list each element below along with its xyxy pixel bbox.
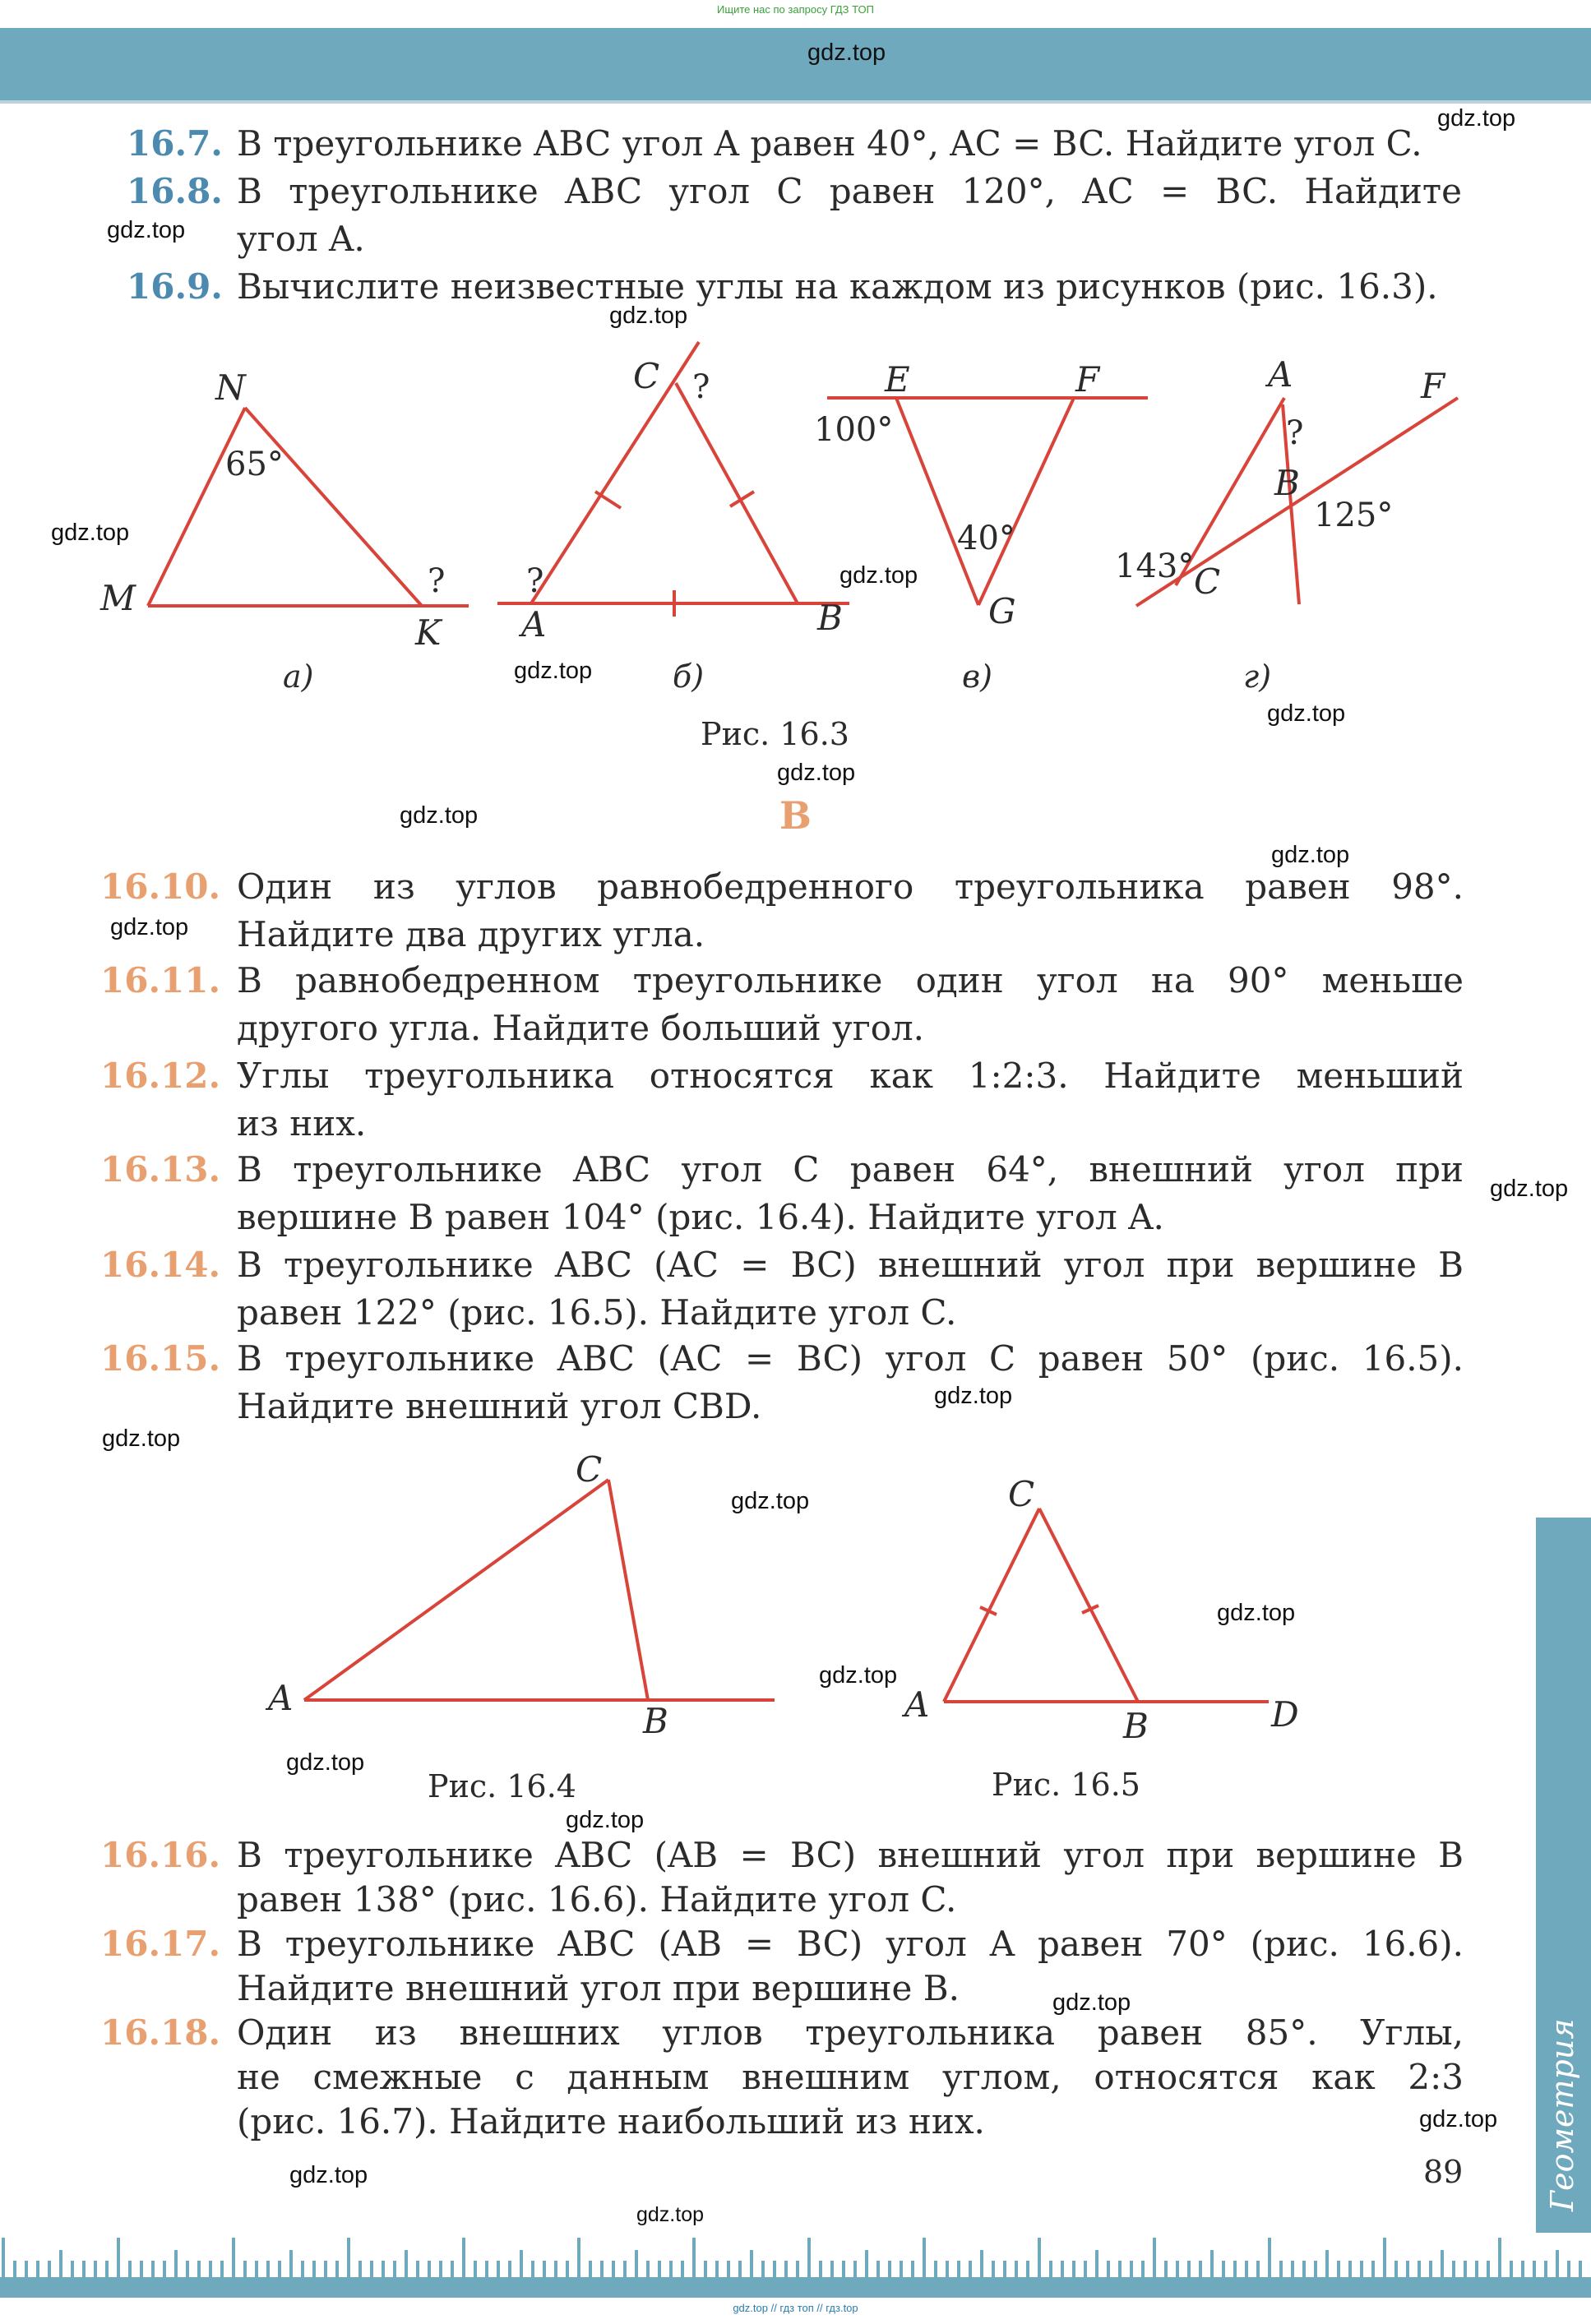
watermark: gdz.top <box>731 1488 810 1514</box>
watermark: gdz.top <box>609 303 688 329</box>
ruler-decoration <box>0 2220 1591 2298</box>
watermark: gdz.top <box>1490 1176 1569 1202</box>
problem-text: В треугольнике ABC (AB = BC) внешний угол при вершине B <box>237 1835 1464 1875</box>
fig-g-question: ? <box>1286 414 1304 452</box>
subject-label: Геометрия <box>1544 2018 1580 2211</box>
fig-v-angle: 40° <box>957 520 1015 557</box>
fig-a-question: ? <box>428 562 446 600</box>
bottom-note: gdz.top // гдз топ // гдз.top <box>733 2302 858 2314</box>
problem-number: 16.7. <box>127 123 223 164</box>
fig-b-side-ac <box>531 342 699 603</box>
fig-v-label-e: E <box>885 359 910 400</box>
fig-v-side-eg <box>896 398 978 605</box>
fig165-side-ac <box>944 1509 1039 1702</box>
problem-text: В треугольнике ABC угол C равен 120°, AC = BC. Найдите <box>237 171 1462 211</box>
watermark: gdz.top <box>514 658 593 684</box>
fig-a-label-k: K <box>415 612 442 653</box>
problem-text: В треугольнике ABC (AB = BC) угол A равен 70° (рис. 16.6). <box>237 1924 1464 1964</box>
watermark: gdz.top <box>1052 1989 1131 2016</box>
fig-g-angle: 143° <box>1115 548 1195 585</box>
watermark: gdz.top <box>807 39 886 66</box>
problem-number: 16.17. <box>100 1924 221 1964</box>
problem-number: 16.8. <box>127 171 223 211</box>
problem-text: В треугольнике ABC (AC = BC) внешний угол при вершине B <box>237 1245 1464 1285</box>
problem-text: Вычислите неизвестные углы на каждом из рисунков (рис. 16.3). <box>237 266 1438 307</box>
fig165-label-a: A <box>904 1684 930 1725</box>
watermark: gdz.top <box>1217 1600 1296 1626</box>
figures-16-4-16-5 <box>0 1439 1591 1817</box>
watermark: gdz.top <box>400 802 479 829</box>
problem-text: В равнобедренном треугольнике один угол на 90° меньше <box>237 960 1464 1000</box>
watermark: gdz.top <box>107 217 186 243</box>
problem-text: вершине B равен 104° (рис. 16.4). Найдите угол A. <box>237 1197 1164 1237</box>
watermark: gdz.top <box>289 2162 368 2188</box>
problem-number: 16.12. <box>100 1056 221 1096</box>
watermark: gdz.top <box>1437 105 1516 132</box>
watermark: gdz.top <box>286 1749 365 1776</box>
fig-a-angle: 65° <box>225 446 284 483</box>
watermark: gdz.top <box>51 520 130 546</box>
fig-b-label-c: C <box>633 356 660 396</box>
fig-b-label-b: B <box>817 598 843 638</box>
page-number: 89 <box>1423 2154 1464 2190</box>
header-band <box>0 28 1591 100</box>
fig-a-side-nk <box>245 408 422 606</box>
problem-text: Найдите внешний угол при вершине B. <box>237 1968 960 2008</box>
fig164-label-c: C <box>576 1449 603 1490</box>
figure-16-3 <box>0 329 1591 756</box>
watermark: gdz.top <box>1267 700 1346 727</box>
watermark: gdz.top <box>934 1383 1013 1409</box>
header-band-edge <box>0 100 1591 104</box>
problem-text: из них. <box>237 1103 367 1144</box>
watermark: gdz.top <box>102 1425 181 1452</box>
problem-text: Углы треугольника относятся как 1:2:3. Найдите меньший <box>237 1056 1464 1096</box>
problem-text: В треугольнике ABC угол A равен 40°, AC = BC. Найдите угол C. <box>237 123 1422 164</box>
section-letter: B <box>779 793 812 838</box>
problem-number: 16.14. <box>100 1245 221 1285</box>
fig164-label-b: B <box>643 1701 668 1741</box>
fig-v-label-g: G <box>988 591 1016 631</box>
fig-16-3-caption: Рис. 16.3 <box>701 716 849 752</box>
problem-number: 16.15. <box>100 1338 221 1379</box>
watermark: gdz.top <box>566 1807 645 1833</box>
watermark: gdz.top <box>777 760 856 786</box>
problem-text: равен 138° (рис. 16.6). Найдите угол C. <box>237 1879 957 1920</box>
problem-text: Найдите внешний угол CBD. <box>237 1386 762 1426</box>
problem-text: равен 122° (рис. 16.5). Найдите угол C. <box>237 1292 957 1333</box>
watermark: gdz.top <box>636 2203 705 2226</box>
watermark: gdz.top <box>839 562 918 589</box>
fig-b-side-cb <box>676 383 798 603</box>
problem-text: В треугольнике ABC (AC = BC) угол C равен 50° (рис. 16.5). <box>237 1338 1464 1379</box>
fig164-side-ac <box>304 1480 608 1700</box>
fig-b-question: ? <box>526 562 544 600</box>
fig-a-label-m: M <box>100 578 136 618</box>
problem-text: Один из внешних углов треугольника равен 85°. Углы, <box>237 2012 1464 2053</box>
fig-b-label-a: A <box>521 604 547 645</box>
fig-g-angle: 125° <box>1314 497 1394 534</box>
fig-g-label-f: F <box>1421 366 1445 406</box>
fig-a-side-mn <box>148 408 245 606</box>
problem-text: В треугольнике ABC угол C равен 64°, внешний угол при <box>237 1149 1464 1190</box>
problem-number: 16.9. <box>127 266 223 307</box>
fig-v-angle: 100° <box>814 411 894 449</box>
fig-a-label-n: N <box>215 367 246 408</box>
fig164-caption: Рис. 16.4 <box>428 1768 576 1804</box>
top-note: Ищите нас по запросу ГДЗ ТОП <box>717 3 874 16</box>
fig-g-label-b: B <box>1274 463 1300 503</box>
problem-number: 16.18. <box>100 2012 221 2053</box>
problem-number: 16.10. <box>100 866 221 907</box>
watermark: gdz.top <box>1271 842 1350 868</box>
problem-text: Найдите два других угла. <box>237 914 705 954</box>
fig-a-caption: а) <box>283 658 314 695</box>
watermark: gdz.top <box>1419 2106 1498 2132</box>
fig-g-label-a: A <box>1268 354 1293 395</box>
problem-text: угол A. <box>237 219 365 259</box>
problem-number: 16.13. <box>100 1149 221 1190</box>
fig165-label-d: D <box>1271 1694 1299 1735</box>
fig-b-question: ? <box>692 368 710 406</box>
fig-g-caption: г) <box>1243 658 1272 695</box>
fig-v-caption: в) <box>962 658 992 695</box>
problem-text: (рис. 16.7). Найдите наибольший из них. <box>237 2101 985 2141</box>
fig165-label-c: C <box>1008 1474 1035 1514</box>
watermark: gdz.top <box>819 1662 898 1689</box>
fig-v-label-f: F <box>1075 359 1100 400</box>
fig164-label-a: A <box>268 1678 294 1718</box>
fig-v-side-gf <box>978 398 1074 605</box>
fig165-side-cb <box>1039 1509 1138 1702</box>
problem-text: другого угла. Найдите больший угол. <box>237 1008 925 1048</box>
problem-number: 16.16. <box>100 1835 221 1875</box>
fig165-label-b: B <box>1123 1706 1149 1746</box>
fig-b-caption: б) <box>673 658 705 695</box>
problem-text: не смежные с данным внешним углом, относятся как 2:3 <box>237 2057 1464 2097</box>
problem-text: Один из углов равнобедренного треугольника равен 98°. <box>237 866 1464 907</box>
problem-number: 16.11. <box>100 960 221 1000</box>
fig165-caption: Рис. 16.5 <box>992 1767 1140 1803</box>
fig164-side-cb <box>608 1480 648 1700</box>
fig-g-label-c: C <box>1194 561 1221 602</box>
watermark: gdz.top <box>110 914 189 940</box>
